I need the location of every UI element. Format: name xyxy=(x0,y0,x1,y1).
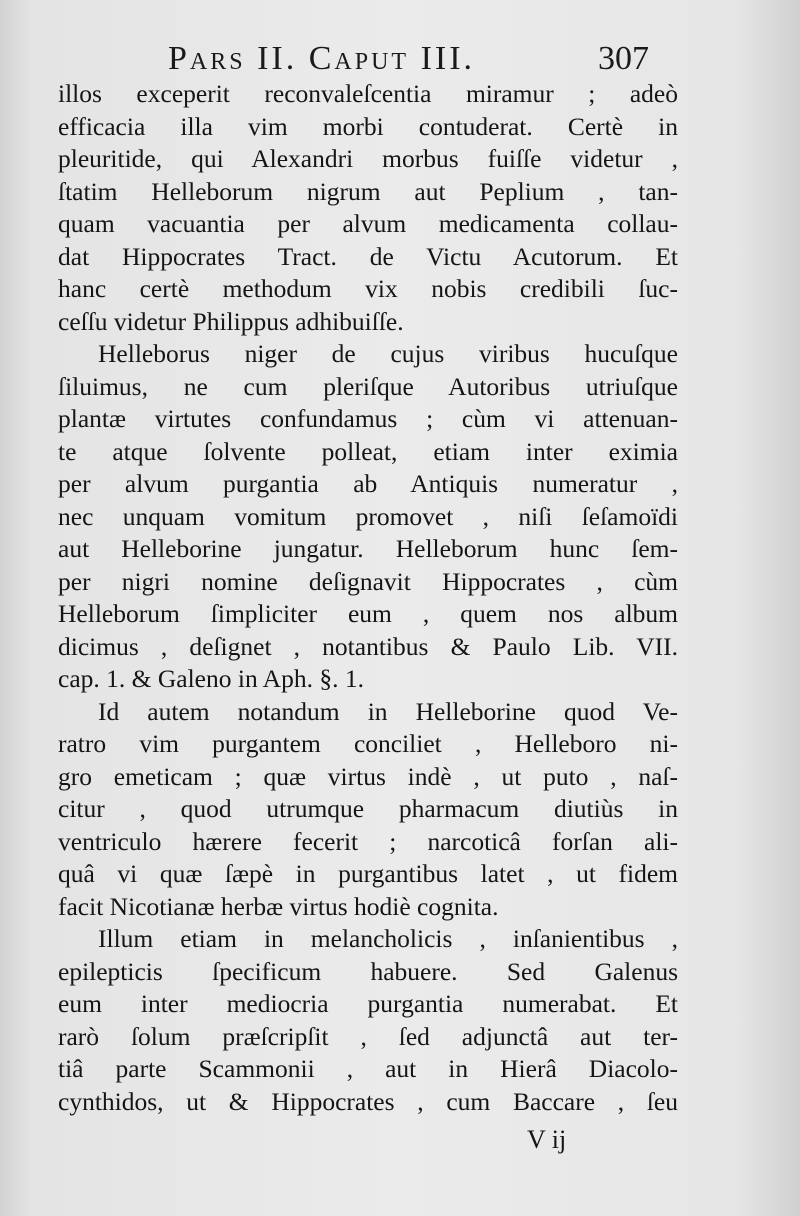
text-line: eum inter mediocria purgantia numerabat. Et xyxy=(58,989,678,1018)
text-line: Id autem notandum in Helleborine quod Ve- xyxy=(98,696,678,726)
text-line: ratro vim purgantem conciliet , Helleboro ni- xyxy=(58,729,678,758)
text-line: per nigri nomine deſignavit Hippocrates , cùm xyxy=(58,566,678,596)
text-line: facit Nicotianæ herbæ virtus hodiè cognita. xyxy=(58,891,499,921)
text-line: te atque ſolvente polleat, etiam inter eximia xyxy=(58,436,678,466)
text-line: cynthidos, ut & Hippocrates , cum Baccare , ſeu xyxy=(58,1086,678,1116)
text-line: hanc certè methodum vix nobis credibili ſuc- xyxy=(58,274,678,303)
text-line: ſiluimus, ne cum pleriſque Autoribus utriuſque xyxy=(58,371,678,401)
text-line: pleuritide, qui Alexandri morbus fuiſſe videtur , xyxy=(58,144,678,173)
text-line: quâ vi quæ ſæpè in purgantibus latet , ut fidem xyxy=(58,859,678,888)
text-line: illos exceperit reconvaleſcentia miramur ; adeò xyxy=(58,79,678,108)
text-line: Helleborum ſimpliciter eum , quem nos album xyxy=(58,599,678,628)
body-text xyxy=(58,78,678,1118)
text-line: quam vacuantia per alvum medicamenta collau- xyxy=(58,209,678,238)
text-line: gro emeticam ; quæ virtus indè , ut puto , naſ- xyxy=(58,761,678,791)
text-line: tiâ parte Scammonii , aut in Hierâ Diacolo- xyxy=(58,1054,678,1083)
text-line: nec unquam vomitum promovet , niſi ſeſamoïdi xyxy=(58,501,678,531)
page-number: 307 xyxy=(598,40,649,77)
text-line: plantæ virtutes confundamus ; cùm vi attenuan- xyxy=(58,404,678,433)
text-line: dicimus , deſignet , notantibus & Paulo Lib. VII. xyxy=(58,631,678,661)
text-line: cap. 1. & Galeno in Aph. §. 1. xyxy=(58,664,364,693)
text-line: ceſſu videtur Philippus adhibuiſſe. xyxy=(58,306,404,336)
text-line: epilepticis ſpecificum habuere. Sed Galenus xyxy=(58,956,678,986)
text-line: per alvum purgantia ab Antiquis numeratur , xyxy=(58,469,678,498)
text-line: Illum etiam in melancholicis , inſanientibus , xyxy=(98,924,678,953)
running-head-title: Pars II. Caput III. xyxy=(168,40,476,77)
text-line: rarò ſolum præſcripſit , ſed adjunctâ aut ter- xyxy=(58,1021,678,1051)
text-line: ventriculo hærere fecerit ; narcoticâ forſan ali- xyxy=(58,826,678,856)
running-head xyxy=(168,40,668,80)
text-line: ſtatim Helleborum nigrum aut Peplium , tan- xyxy=(58,176,678,206)
text-line: aut Helleborine jungatur. Helleborum hunc ſem- xyxy=(58,534,678,563)
text-line: Helleborus niger de cujus viribus hucuſque xyxy=(98,339,678,368)
text-line: dat Hippocrates Tract. de Victu Acutorum. Et xyxy=(58,241,678,271)
text-line: efficacia illa vim morbi contuderat. Certè in xyxy=(58,111,678,141)
signature-mark: V ij xyxy=(527,1125,567,1154)
text-line: citur , quod utrumque pharmacum diutiùs in xyxy=(58,794,678,823)
